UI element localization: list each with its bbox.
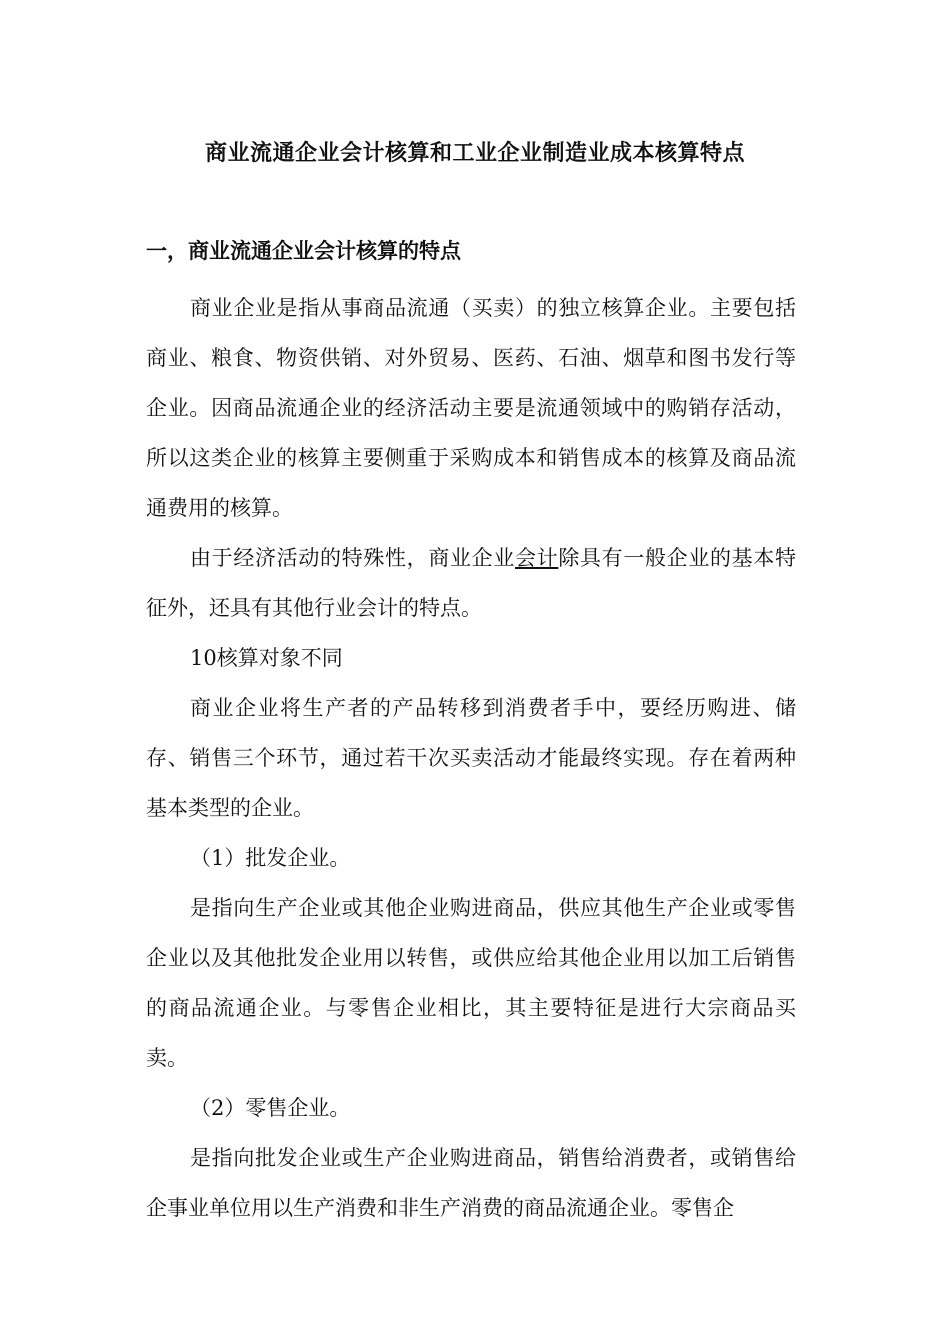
paragraph <box>146 533 796 633</box>
paragraph: （2）零售企业。 <box>190 1096 351 1120</box>
paragraph: 商业企业将生产者的产品转移到消费者手中，要经历购进、储存、销售三个环节，通过若干次买卖活动才能最终实现。存在着两种基本类型的企业。 <box>146 696 796 820</box>
paragraph: （1）批发企业。 <box>190 846 351 870</box>
paragraph-text: 由于经济活动的特殊性，商业企业 <box>190 546 515 570</box>
accounting-link[interactable]: 会计 <box>515 546 559 570</box>
document-body <box>146 283 796 1233</box>
paragraph: 10核算对象不同 <box>190 646 343 670</box>
document-title: 商业流通企业会计核算和工业企业制造业成本核算特点 <box>204 140 745 166</box>
section-heading: 一，商业流通企业会计核算的特点 <box>146 238 461 263</box>
paragraph: 是指向生产企业或其他企业购进商品，供应其他生产企业或零售企业以及其他批发企业用以转售，或供应给其他企业用以加工后销售的商品流通企业。与零售企业相比，其主要特征是进行大宗商品买卖。 <box>146 896 796 1070</box>
paragraph: 是指向批发企业或生产企业购进商品，销售给消费者，或销售给企事业单位用以生产消费和非生产消费的商品流通企业。零售企 <box>146 1146 796 1220</box>
paragraph-text: 除具有一般企业的基本特征外，还具有其他行业会计的特点。 <box>146 546 797 620</box>
paragraph: 商业企业是指从事商品流通（买卖）的独立核算企业。主要包括商业、粮食、物资供销、对外贸易、医药、石油、烟草和图书发行等企业。因商品流通企业的经济活动主要是流通领域中的购销存活动，所以这类企业的核算主要侧重于采购成本和销售成本的核算及商品流通费用的核算。 <box>146 296 796 520</box>
